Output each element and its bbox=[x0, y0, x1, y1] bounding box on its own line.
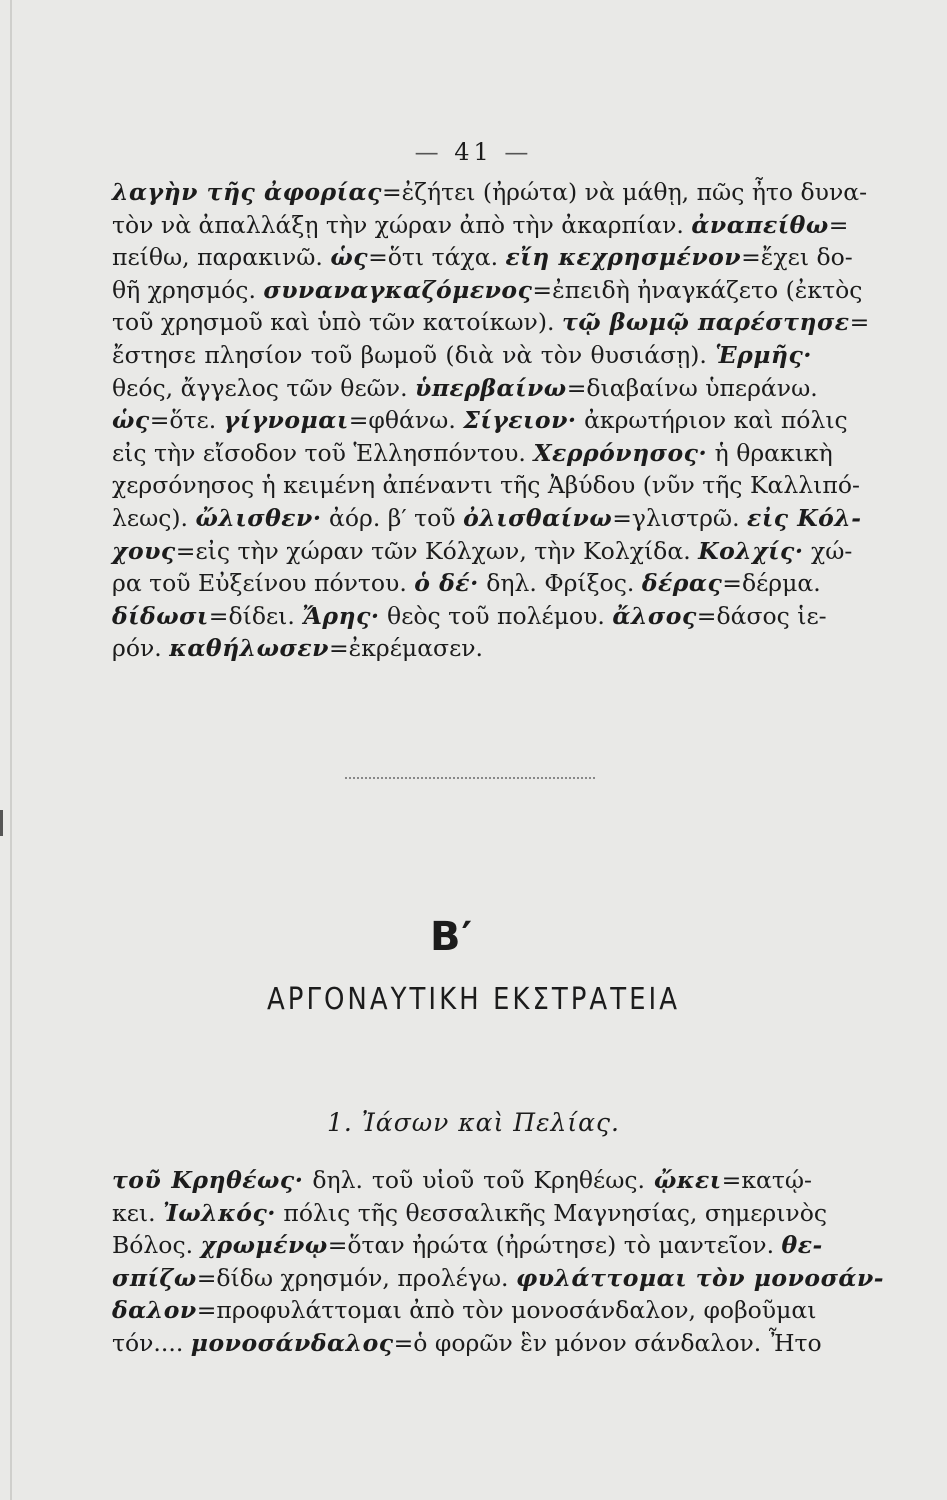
glossary-term: Ἰωλκός· bbox=[163, 1198, 276, 1227]
glossary-term: Χερρόνησος· bbox=[533, 438, 708, 467]
glossary-text: =ὅτι τάχα. bbox=[368, 243, 506, 272]
page-number-dash-right: — bbox=[504, 138, 533, 166]
glossary-text: ρόν. bbox=[112, 634, 170, 663]
glossary-term: ἄλσος bbox=[612, 601, 697, 630]
page-edge-mark bbox=[0, 810, 3, 836]
glossary-text: ἡ θρακικὴ bbox=[707, 438, 833, 467]
glossary-term: ὁ δέ· bbox=[414, 569, 479, 598]
glossary-term: εἴη κεχρησμένον bbox=[505, 243, 742, 272]
glossary-bottom bbox=[112, 1164, 885, 1360]
glossary-term: συναναγκαζόμενος bbox=[263, 275, 533, 304]
glossary-text: τοῦ χρησμοῦ καὶ ὑπὸ τῶν κατοίκων). bbox=[112, 308, 562, 337]
text-line bbox=[112, 209, 849, 242]
glossary-text: λεως). bbox=[112, 503, 196, 532]
text-line bbox=[112, 241, 853, 274]
glossary-term: δίδωσι bbox=[112, 601, 209, 630]
text-line bbox=[112, 404, 848, 437]
text-line bbox=[112, 176, 868, 209]
glossary-term: Σίγειον· bbox=[463, 406, 577, 435]
glossary-term: ὤλισθεν· bbox=[195, 503, 322, 532]
text-line bbox=[112, 1262, 885, 1295]
glossary-term: φυλάττομαι τὸν μονοσάν- bbox=[515, 1263, 885, 1292]
glossary-term: ὡς bbox=[112, 406, 150, 435]
text-line bbox=[112, 1294, 817, 1327]
glossary-text: εἰς τὴν εἴσοδον τοῦ Ἑλλησπόντου. bbox=[112, 438, 534, 467]
glossary-text: Βόλος. bbox=[112, 1231, 201, 1260]
page-number-dash-left: — bbox=[414, 138, 443, 166]
text-line bbox=[112, 372, 818, 405]
subsection-title: 1. Ἰάσων καὶ Πελίας. bbox=[326, 1108, 621, 1137]
glossary-term: χους bbox=[112, 536, 176, 565]
glossary-text: =ἐπειδὴ ἠναγκάζετο (ἐκτὸς bbox=[532, 275, 863, 304]
glossary-text: τόν.... bbox=[112, 1328, 191, 1357]
glossary-term: εἰς Κόλ- bbox=[747, 503, 862, 532]
text-line bbox=[112, 469, 860, 502]
glossary-text: =δίδω χρησμόν, προλέγω. bbox=[196, 1263, 516, 1292]
page-edge-line bbox=[10, 0, 12, 1500]
glossary-term: μονοσάνδαλος bbox=[190, 1328, 394, 1357]
glossary-text: =ἐζήτει (ἠρώτα) νὰ μάθῃ, πῶς ἦτο δυνα- bbox=[381, 178, 868, 206]
glossary-term: Κολχίς· bbox=[698, 536, 804, 565]
section-title: ΑΡΓΟΝΑΥΤΙΚΗ ΕΚΣΤΡΑΤΕΙΑ bbox=[267, 982, 680, 1018]
glossary-term: καθήλωσεν bbox=[169, 634, 329, 663]
glossary-text: =ὅτε. bbox=[149, 406, 224, 435]
glossary-text: θεός, ἄγγελος τῶν θεῶν. bbox=[112, 373, 416, 402]
text-line bbox=[112, 567, 821, 600]
glossary-text: ἀόρ. β′ τοῦ bbox=[321, 503, 464, 532]
glossary-term: λαγὴν τῆς ἀφορίας bbox=[112, 178, 382, 206]
glossary-text: =γλιστρῶ. bbox=[612, 503, 748, 532]
glossary-text: = bbox=[849, 308, 870, 337]
glossary-text: =δέρμα. bbox=[722, 569, 821, 598]
page-number-value: 41 bbox=[454, 138, 493, 166]
glossary-term: ὑπερβαίνω bbox=[415, 373, 567, 402]
glossary-text: =προφυλάττομαι ἀπὸ τὸν μονοσάνδαλον, φοβοῦμαι bbox=[196, 1296, 817, 1325]
glossary-text: =διαβαίνω ὑπεράνω. bbox=[566, 373, 818, 402]
section-divider bbox=[345, 777, 595, 779]
glossary-text: =εἰς τὴν χώραν τῶν Κόλχων, τὴν Κολχίδα. bbox=[175, 536, 699, 565]
glossary-text: = bbox=[828, 210, 849, 239]
glossary-term: θε- bbox=[781, 1231, 823, 1260]
text-line bbox=[112, 600, 827, 633]
glossary-text: ἀκρωτήριον καὶ πόλις bbox=[576, 406, 848, 435]
text-line bbox=[112, 502, 862, 535]
glossary-text: δηλ. Φρίξος. bbox=[478, 569, 642, 598]
glossary-term: σπίζω bbox=[112, 1263, 197, 1292]
text-line bbox=[112, 274, 863, 307]
glossary-text: =δίδει. bbox=[208, 601, 303, 630]
text-line bbox=[112, 1229, 823, 1262]
glossary-text: πείθω, παρακινῶ. bbox=[112, 243, 331, 272]
text-line bbox=[112, 1197, 828, 1230]
text-line bbox=[112, 339, 812, 372]
glossary-term: Ἑρμῆς· bbox=[715, 340, 812, 369]
text-line bbox=[112, 1164, 812, 1197]
glossary-term: τοῦ Κρηθέως· bbox=[112, 1166, 304, 1194]
glossary-text: =φθάνω. bbox=[348, 406, 464, 435]
glossary-text: δηλ. τοῦ υἱοῦ τοῦ Κρηθέως. bbox=[303, 1166, 654, 1194]
glossary-term: γίγνομαι bbox=[223, 406, 349, 435]
text-line bbox=[112, 437, 833, 470]
glossary-text: =ἐκρέμασεν. bbox=[328, 634, 484, 663]
glossary-text: ρα τοῦ Εὐξείνου πόντου. bbox=[112, 569, 415, 598]
glossary-text: =ἔχει δο- bbox=[741, 243, 853, 272]
glossary-term: Ἄρης· bbox=[302, 601, 380, 630]
glossary-term: τῷ βωμῷ παρέστησε bbox=[561, 308, 850, 337]
glossary-term: ᾤκει bbox=[653, 1166, 722, 1194]
glossary-term: δαλον bbox=[112, 1296, 197, 1325]
glossary-text: χώ- bbox=[803, 536, 853, 565]
glossary-text: =κατῴ- bbox=[721, 1166, 812, 1194]
glossary-text: θεὸς τοῦ πολέμου. bbox=[379, 601, 613, 630]
glossary-text: πόλις τῆς θεσσαλικῆς Μαγνησίας, σημερινὸς bbox=[275, 1198, 828, 1227]
section-letter: Β′ bbox=[430, 914, 474, 960]
glossary-text: =ὅταν ἠρώτα (ἠρώτησε) τὸ μαντεῖον. bbox=[327, 1231, 782, 1260]
glossary-text: χερσόνησος ἡ κειμένη ἀπέναντι τῆς Ἀβύδου (νῦν τῆς Καλλιπό- bbox=[112, 471, 860, 500]
glossary-text: =δάσος ἱε- bbox=[696, 601, 827, 630]
text-line bbox=[112, 306, 870, 339]
glossary-term: ἀναπείθω bbox=[691, 210, 829, 239]
glossary-term: ὡς bbox=[330, 243, 369, 272]
glossary-text: =ὁ φορῶν ἓν μόνον σάνδαλον. Ἦτο bbox=[393, 1328, 822, 1357]
text-line bbox=[112, 535, 853, 568]
glossary-text: τὸν νὰ ἀπαλλάξῃ τὴν χώραν ἀπὸ τὴν ἀκαρπίαν. bbox=[112, 210, 692, 239]
text-line bbox=[112, 1327, 822, 1360]
glossary-text: ἔστησε πλησίον τοῦ βωμοῦ (διὰ νὰ τὸν θυσιάσῃ). bbox=[112, 340, 716, 369]
glossary-text: θῆ χρησμός. bbox=[112, 275, 264, 304]
text-line bbox=[112, 632, 812, 665]
glossary-term: δέρας bbox=[641, 569, 723, 598]
glossary-top bbox=[112, 176, 870, 665]
glossary-text: κει. bbox=[112, 1198, 164, 1227]
page-number bbox=[0, 138, 947, 166]
glossary-term: χρωμένῳ bbox=[200, 1231, 328, 1260]
glossary-term: ὀλισθαίνω bbox=[463, 503, 613, 532]
